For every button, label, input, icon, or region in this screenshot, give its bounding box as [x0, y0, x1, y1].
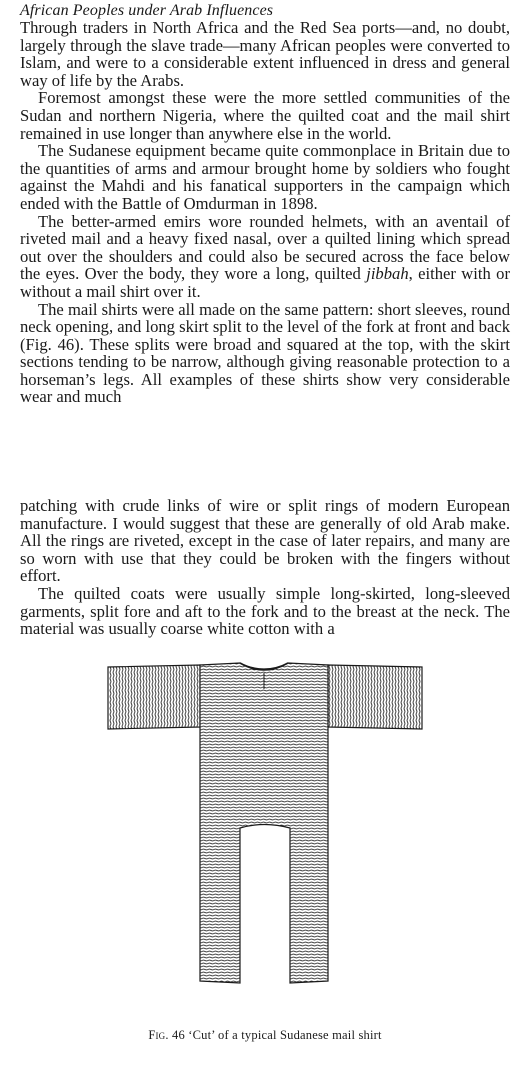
text-block-top — [20, 3, 510, 406]
paragraph-3: The Sudanese equipment became quite commonplace in Britain due to the quantities of arms and armour brought home by soldiers who fought against the Mahdi and his fanatical supporters in the campaign which ended with the Battle of Omdurman in 1898. — [20, 141, 510, 213]
paragraph-4-text-before: The better-armed emirs wore rounded helmets, with an aventail of riveted mail and a heavy fixed nasal, over a quilted lining which spread out over the shoulders and could also be secured across the face below the eyes. Over the body, they wore a long, quilted — [20, 211, 510, 284]
paragraph-7: The quilted coats were usually simple long-skirted, long-sleeved garments, split fore and aft to the fork and to the breast at the neck. The material was usually coarse white cotton with a — [20, 583, 510, 639]
right-sleeve — [328, 665, 422, 729]
paragraph-4-text-after: , either with or without a mail shirt over it. — [20, 264, 510, 301]
mail-shirt-illustration — [100, 653, 430, 1013]
figure-caption — [0, 1028, 530, 1043]
shirt-body — [200, 663, 328, 983]
running-head: African Peoples under Arab Influences — [20, 2, 274, 19]
paragraph-2: Foremost amongst these were the more settled communities of the Sudan and northern Nigeria, where the quilted coat and the mail shirt remained in use longer than anywhere else in the world. — [20, 88, 510, 143]
paragraph-4 — [20, 213, 510, 301]
paragraph-4-italic-term: jibbah — [366, 264, 409, 284]
paragraph-6: patching with crude links of wire or split rings of modern European manufacture. I would suggest that these are generally of old Arab make. All the rings are riveted, except in the case of later repairs, and many are so worn with use that they could be broken with the fingers without effort. — [20, 496, 510, 586]
text-block-bottom — [20, 497, 510, 638]
paragraph-1: Through traders in North Africa and the Red Sea ports—and, no doubt, largely through the slave trade—many African peoples were converted to Islam, and were to a considerable extent influenced in dress and general way of life by the Arabs. — [20, 18, 510, 90]
figure-caption-text: ‘Cut’ of a typical Sudanese mail shirt — [188, 1028, 382, 1042]
left-sleeve — [108, 665, 200, 729]
figure-label: Fig. 46 — [148, 1028, 185, 1042]
paragraph-5: The mail shirts were all made on the same pattern: short sleeves, round neck opening, and long skirt split to the level of the fork at front and back (Fig. 46). These splits were broad and squared at the top, with the skirt sections tending to be narrow, although giving reasonable protection to a horseman’s legs. All examples of these shirts show very considerable wear and much — [20, 299, 510, 407]
